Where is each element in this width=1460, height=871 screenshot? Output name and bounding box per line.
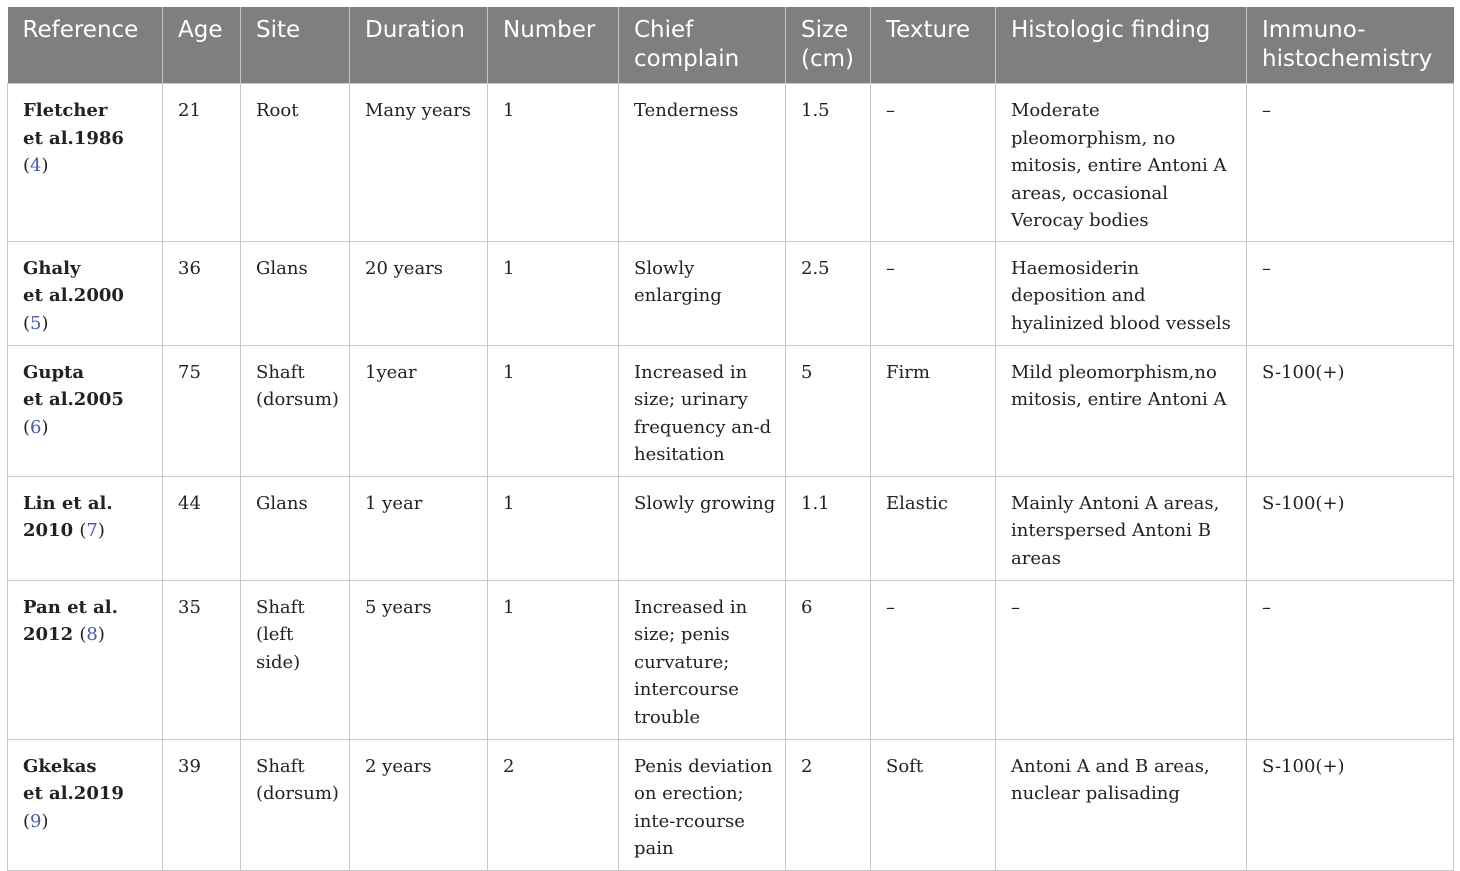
- case-table: [7, 7, 1454, 871]
- histology-cell: Mainly Antoni A areas, interspersed Antoni B areas: [996, 476, 1247, 580]
- author-name: Ghaly: [23, 257, 81, 279]
- author-year: 2010: [23, 520, 74, 541]
- complaint-cell: Increased in size; urinary frequency an-d hesitation: [619, 345, 786, 476]
- texture-cell: Elastic: [871, 476, 996, 580]
- citation-link[interactable]: 7: [86, 520, 98, 541]
- author-year: et al.1986: [23, 127, 124, 149]
- site-cell: Shaft (dorsum): [241, 739, 350, 870]
- table-row: [8, 345, 1454, 476]
- histology-cell: Moderate pleomorphism, no mitosis, entire Antoni A areas, occasional Verocay bodies: [996, 84, 1247, 242]
- table-row: [8, 84, 1454, 242]
- citation-link[interactable]: 5: [30, 312, 42, 334]
- citation-link[interactable]: 8: [86, 624, 98, 645]
- number-cell: 2: [488, 739, 619, 870]
- size-cell: 1.5: [786, 84, 871, 242]
- col-header-histologic-finding: Histologic finding: [996, 7, 1247, 84]
- texture-cell: Firm: [871, 345, 996, 476]
- citation-link[interactable]: 4: [30, 155, 42, 176]
- reference-cell: Ghaly et al.2000 (5): [8, 241, 163, 345]
- reference-cell: Pan et al. 2012 (8): [8, 580, 163, 739]
- ihc-cell: –: [1247, 580, 1454, 739]
- table-header: [8, 7, 1454, 84]
- author-name: Gkekas: [23, 755, 97, 777]
- number-cell: 1: [488, 241, 619, 345]
- age-cell: 44: [163, 476, 241, 580]
- duration-cell: Many years: [350, 84, 488, 242]
- ihc-cell: S-100(+): [1247, 345, 1454, 476]
- col-header-reference: Reference: [8, 7, 163, 84]
- complaint-cell: Penis deviation on erection; inte-rcourse pain: [619, 739, 786, 870]
- histology-cell: –: [996, 580, 1247, 739]
- texture-cell: Soft: [871, 739, 996, 870]
- age-cell: 75: [163, 345, 241, 476]
- complaint-cell: Slowly growing: [619, 476, 786, 580]
- author-name: Gupta: [23, 361, 85, 383]
- duration-cell: 20 years: [350, 241, 488, 345]
- age-cell: 36: [163, 241, 241, 345]
- col-header-age: Age: [163, 7, 241, 84]
- size-cell: 1.1: [786, 476, 871, 580]
- size-cell: 5: [786, 345, 871, 476]
- citation-link[interactable]: 6: [30, 416, 42, 438]
- author-year: et al.2000: [23, 285, 124, 306]
- number-cell: 1: [488, 580, 619, 739]
- complaint-cell: Increased in size; penis curvature; intercourse trouble: [619, 580, 786, 739]
- texture-cell: –: [871, 241, 996, 345]
- reference-cell: Lin et al. 2010 (7): [8, 476, 163, 580]
- col-header-chief-complain: Chief complain: [619, 7, 786, 84]
- number-cell: 1: [488, 84, 619, 242]
- table-row: [8, 476, 1454, 580]
- duration-cell: 1 year: [350, 476, 488, 580]
- complaint-cell: Slowly enlarging: [619, 241, 786, 345]
- age-cell: 39: [163, 739, 241, 870]
- site-cell: Glans: [241, 241, 350, 345]
- size-cell: 6: [786, 580, 871, 739]
- citation-link[interactable]: 9: [30, 810, 42, 832]
- duration-cell: 5 years: [350, 580, 488, 739]
- size-cell: 2: [786, 739, 871, 870]
- col-header-size: Size (cm): [786, 7, 871, 84]
- number-cell: 1: [488, 345, 619, 476]
- author-name: Lin et al.: [23, 492, 113, 514]
- duration-cell: 2 years: [350, 739, 488, 870]
- site-cell: Shaft (dorsum): [241, 345, 350, 476]
- ihc-cell: –: [1247, 241, 1454, 345]
- reference-cell: Gkekas et al.2019 (9): [8, 739, 163, 870]
- col-header-texture: Texture: [871, 7, 996, 84]
- texture-cell: –: [871, 580, 996, 739]
- number-cell: 1: [488, 476, 619, 580]
- age-cell: 21: [163, 84, 241, 242]
- complaint-cell: Tenderness: [619, 84, 786, 242]
- author-year: 2012: [23, 624, 74, 645]
- histology-cell: Antoni A and B areas, nuclear palisading: [996, 739, 1247, 870]
- col-header-number: Number: [488, 7, 619, 84]
- table-body: [8, 84, 1454, 871]
- author-year: et al.2005: [23, 389, 124, 410]
- col-header-duration: Duration: [350, 7, 488, 84]
- col-header-site: Site: [241, 7, 350, 84]
- author-name: Fletcher: [23, 100, 108, 121]
- table-row: [8, 241, 1454, 345]
- site-cell: Root: [241, 84, 350, 242]
- texture-cell: –: [871, 84, 996, 242]
- size-cell: 2.5: [786, 241, 871, 345]
- header-row: [8, 7, 1454, 84]
- table-row: [8, 580, 1454, 739]
- histology-cell: Haemosiderin deposition and hyalinized blood vessels: [996, 241, 1247, 345]
- histology-cell: Mild pleomorphism,no mitosis, entire Antoni A: [996, 345, 1247, 476]
- age-cell: 35: [163, 580, 241, 739]
- ihc-cell: –: [1247, 84, 1454, 242]
- ihc-cell: S-100(+): [1247, 739, 1454, 870]
- reference-cell: Fletcher et al.1986 (4): [8, 84, 163, 242]
- site-cell: Shaft (left side): [241, 580, 350, 739]
- author-name: Pan et al.: [23, 596, 118, 618]
- reference-cell: Gupta et al.2005 (6): [8, 345, 163, 476]
- duration-cell: 1year: [350, 345, 488, 476]
- col-header-immunohistochemistry: Immuno-histochemistry: [1247, 7, 1454, 84]
- table-row: [8, 739, 1454, 870]
- ihc-cell: S-100(+): [1247, 476, 1454, 580]
- site-cell: Glans: [241, 476, 350, 580]
- author-year: et al.2019: [23, 783, 124, 804]
